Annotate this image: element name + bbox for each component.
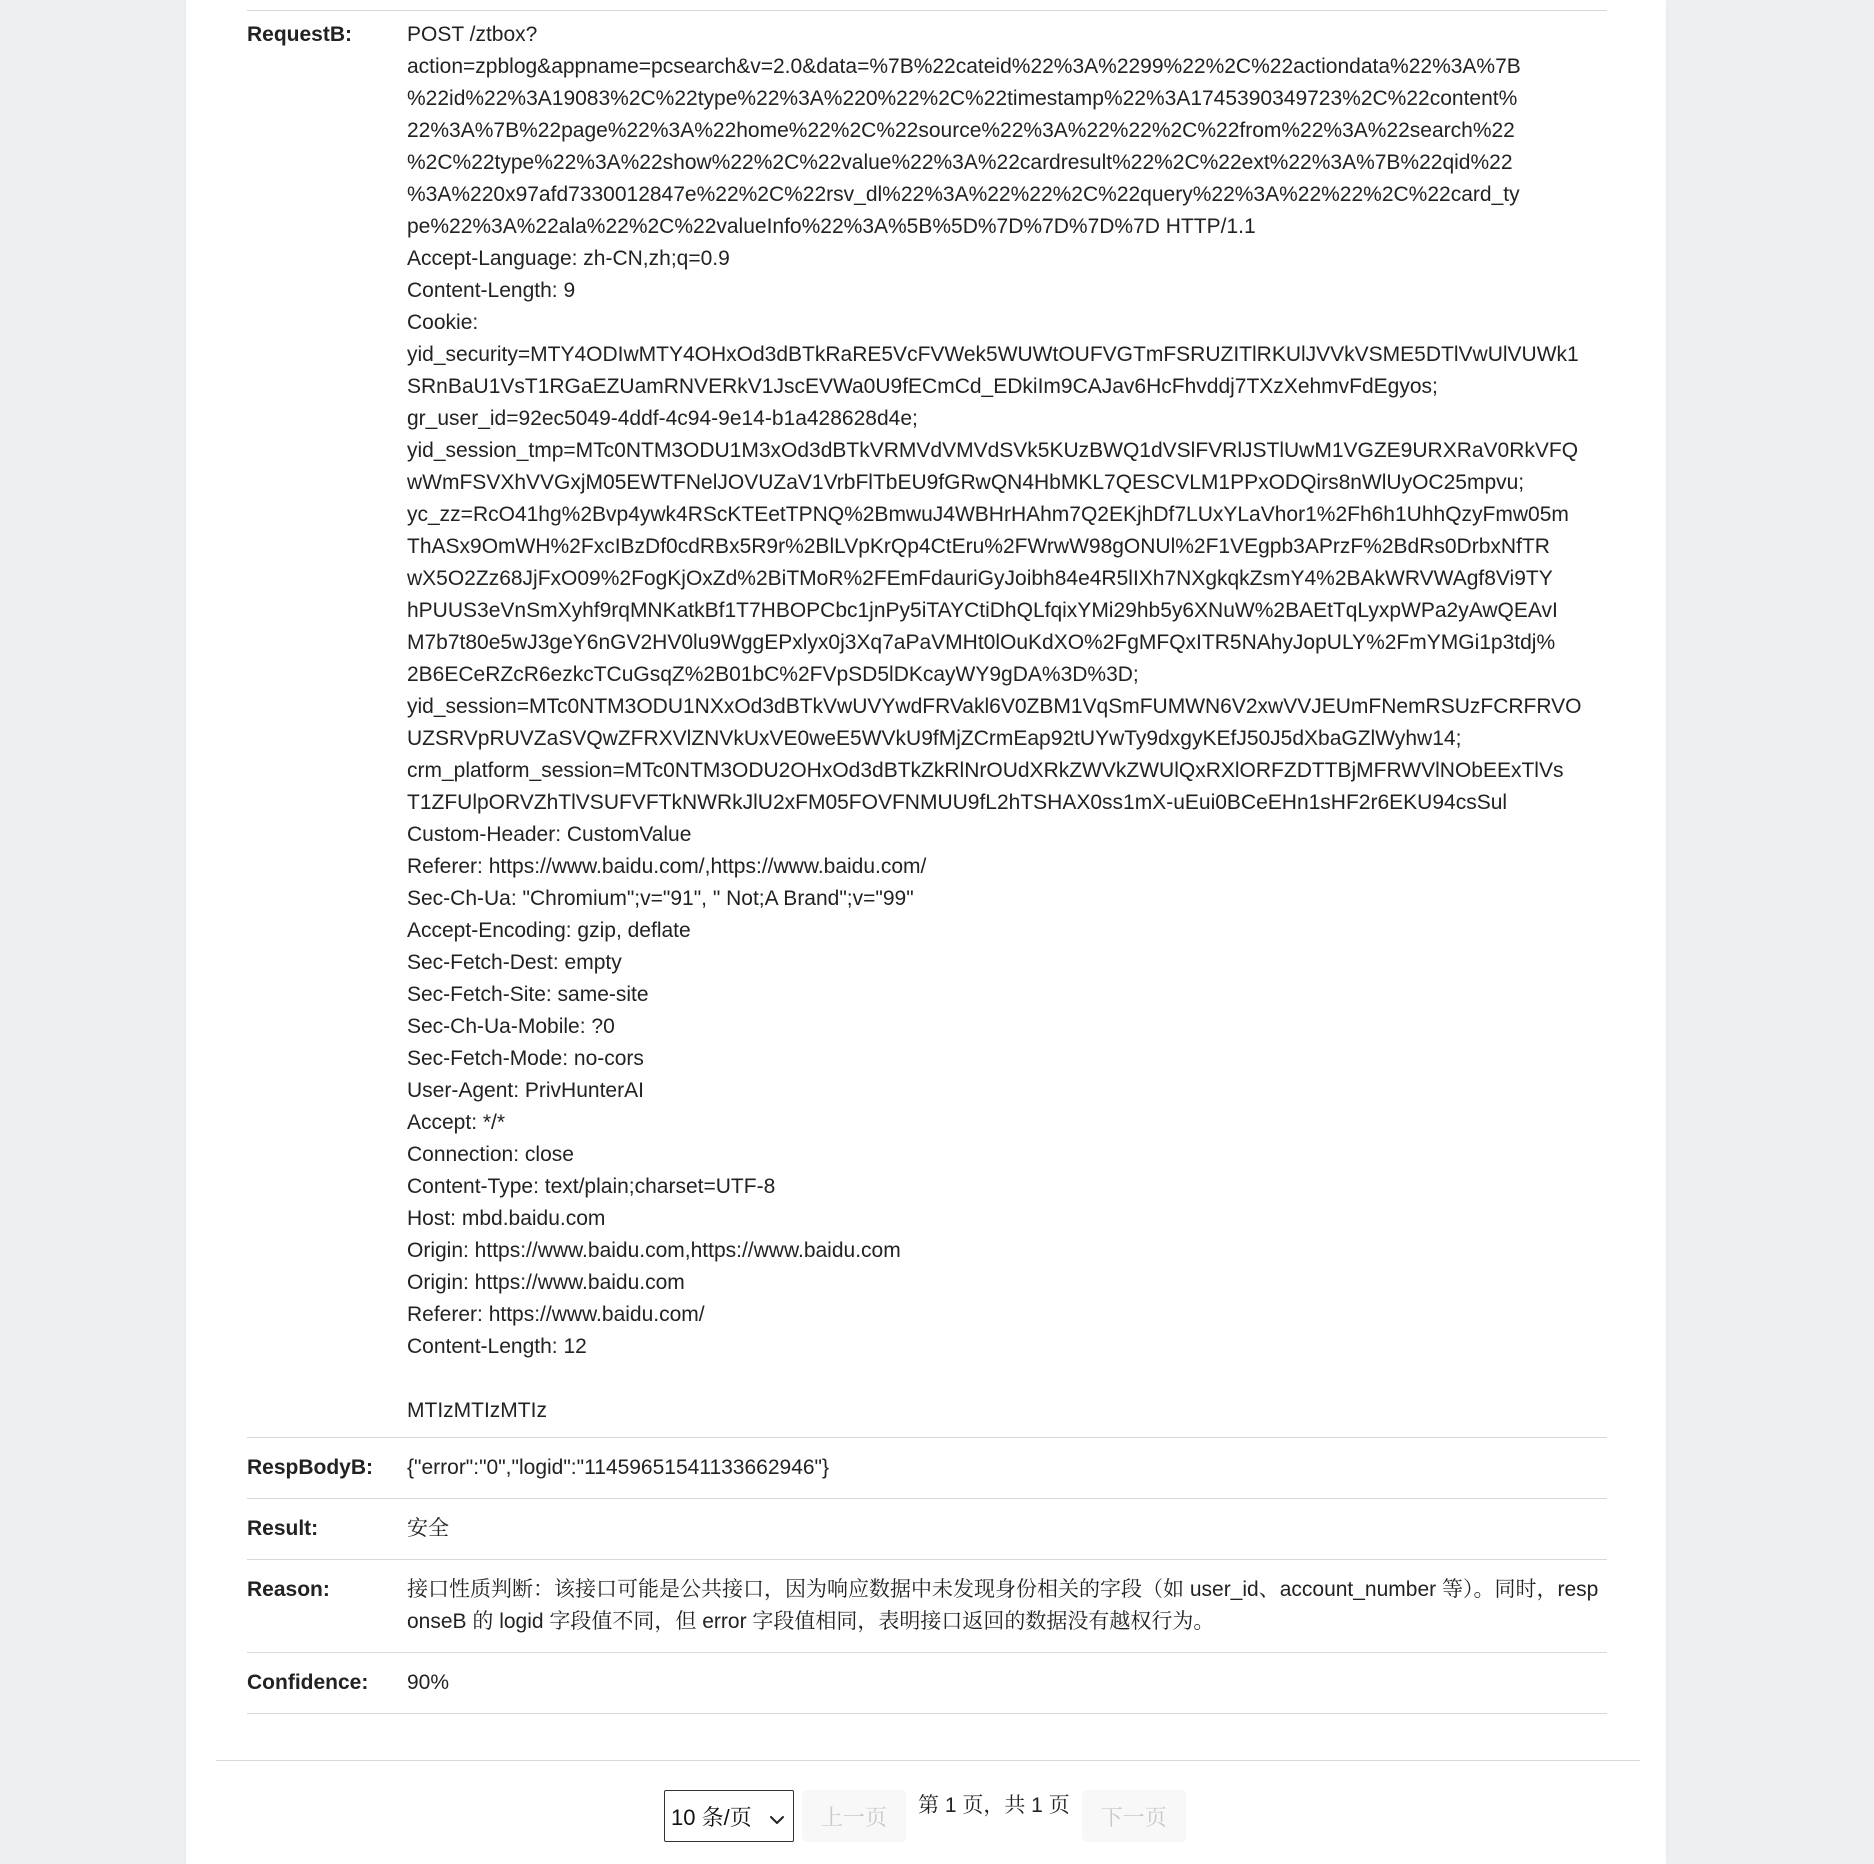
request-line: Accept-Language: zh-CN,zh;q=0.9 [407, 247, 730, 270]
request-label: RequestB: [247, 23, 353, 46]
result-row [247, 1499, 1607, 1560]
request-line: Cookie: [407, 311, 479, 334]
detail-table [247, 0, 1607, 1714]
page-size-select[interactable] [664, 1790, 794, 1842]
result-label: Result: [247, 1517, 319, 1540]
request-line: Accept-Encoding: gzip, deflate [407, 919, 691, 942]
reason-row [247, 1560, 1607, 1653]
request-line: Host: mbd.baidu.com [407, 1207, 606, 1230]
request-line: ThASx9OmWH%2FxcIBzDf0cdRBx5R9r%2BlLVpKrQp4CtEru%2FWrwW98gONUl%2F1VEgpb3APrzF%2BdRs0DrbxNfTR [407, 535, 1550, 558]
request-line: UZSRVpRUVZaSVQwZFRXVlZNVkUxVE0weE5WVkU9fMjZCrmEap92tUYwTy9dxgyKEfJ50J5dXbaGZlWyhw14; [407, 727, 1462, 750]
request-line: Sec-Fetch-Mode: no-cors [407, 1047, 644, 1070]
request-line: Content-Length: 9 [407, 279, 576, 302]
resp-body-row [247, 1438, 1607, 1499]
request-line: SRnBaU1VsT1RGaEZUamRNVERkV1JscEVWa0U9fECmCd_EDkiIm9CAJav6HcFhvddj7TXzXehmvFdEgyos; [407, 375, 1438, 398]
resp-body-value: {"error":"0","logid":"11459651541133662946"} [407, 1456, 830, 1479]
request-line: Content-Type: text/plain;charset=UTF-8 [407, 1175, 776, 1198]
detail-card [186, 0, 1666, 1864]
confidence-row [247, 1653, 1607, 1714]
request-line: Custom-Header: CustomValue [407, 823, 692, 846]
request-line [407, 1363, 1607, 1395]
confidence-label: Confidence: [247, 1671, 369, 1694]
page-info: 第 1 页，共 1 页 [918, 1794, 1070, 1817]
confidence-value: 90% [407, 1671, 450, 1694]
request-line: Sec-Ch-Ua-Mobile: ?0 [407, 1015, 615, 1038]
request-line: yid_security=MTY4ODIwMTY4OHxOd3dBTkRaRE5VcFVWek5WUWtOUFVGTmFSRUZITlRKUlJVVkVSME5DTlVwUlVUWk1 [407, 343, 1579, 366]
request-line: wWmFSVXhVVGxjM05EWTFNelJOVUZaV1VrbFlTbEU9fGRwQN4HbMKL7QESCVLM1PPxODQirs8nWlUyOC25mpvu; [407, 471, 1525, 494]
reason-value: 接口性质判断：该接口可能是公共接口，因为响应数据中未发现身份相关的字段（如 user_id、account_number 等）。同时，responseB 的 logid 字段值不同，但 error 字段值相同，表明接口返回的数据没有越权行为。 [407, 1578, 1599, 1633]
request-line: gr_user_id=92ec5049-4ddf-4c94-9e14-b1a428628d4e; [407, 407, 918, 430]
request-line: hPUUS3eVnSmXyhf9rqMNKatkBf1T7HBOPCbc1jnPy5iTAYCtiDhQLfqixYMi29hb5y6XNuW%2BAEtTqLyxpWPa2yAwQEAvI [407, 599, 1558, 622]
request-line: M7b7t80e5wJ3geY6nGV2HV0lu9WggEPxlyx0j3Xq7aPaVMHt0lOuKdXO%2FgMFQxITR5NAhyJopULY%2FmYMGi1p3tdj% [407, 631, 1556, 654]
request-line: crm_platform_session=MTc0NTM3ODU2OHxOd3dBTkZkRlNrOUdXRkZWVkZWUlQxRXlORFZDTTBjMFRWVlNObEExTlVs [407, 759, 1564, 782]
resp-body-label: RespBodyB: [247, 1456, 374, 1479]
next-page-button[interactable]: 下一页 [1082, 1790, 1186, 1842]
request-line: Sec-Ch-Ua: "Chromium";v="91", " Not;A Brand";v="99" [407, 887, 914, 910]
request-line: Referer: https://www.baidu.com/,https://www.baidu.com/ [407, 855, 927, 878]
footer-divider [216, 1760, 1640, 1761]
reason-label: Reason: [247, 1578, 330, 1601]
pagination [664, 1790, 1186, 1842]
request-line: Origin: https://www.baidu.com [407, 1271, 685, 1294]
request-line: Sec-Fetch-Site: same-site [407, 983, 649, 1006]
request-line: POST /ztbox? [407, 23, 538, 46]
request-line: yc_zz=RcO41hg%2Bvp4ywk4RScKTEetTPNQ%2BmwuJ4WBHrHAhm7Q2EKjhDf7LUxYLaVhor1%2Fh6h1UhhQzyFmw05m [407, 503, 1569, 526]
request-line: Sec-Fetch-Dest: empty [407, 951, 622, 974]
request-content [407, 19, 1607, 1427]
request-line: Referer: https://www.baidu.com/ [407, 1303, 705, 1326]
request-line: Content-Length: 12 [407, 1335, 587, 1358]
prev-page-button[interactable]: 上一页 [802, 1790, 906, 1842]
request-line: %3A%220x97afd7330012847e%22%2C%22rsv_dl%22%3A%22%22%2C%22query%22%3A%22%22%2C%22card_ty [407, 183, 1520, 206]
result-value: 安全 [407, 1517, 449, 1540]
request-line: yid_session=MTc0NTM3ODU1NXxOd3dBTkVwUVYwdFRVakl6V0ZBM1VqSmFUMWN6V2xwVVJEUmFNemRSUzFCRFRVO [407, 695, 1582, 718]
request-line: Connection: close [407, 1143, 574, 1166]
request-row [247, 11, 1607, 1438]
request-line: yid_session_tmp=MTc0NTM3ODU1M3xOd3dBTkVRMVdVMVdSVk5KUzBWQ1dVSlFVRlJSTlUwM1VGZE9URXRaV0RkVFQ [407, 439, 1579, 462]
request-line: User-Agent: PrivHunterAI [407, 1079, 644, 1102]
request-line: 2B6ECeRZcR6ezkcTCuGsqZ%2B01bC%2FVpSD5lDKcayWY9gDA%3D%3D; [407, 663, 1139, 686]
request-line: MTIzMTIzMTIz [407, 1399, 547, 1422]
request-line: 22%3A%7B%22page%22%3A%22home%22%2C%22source%22%3A%22%22%2C%22from%22%3A%22search%22 [407, 119, 1515, 142]
chevron-down-icon [769, 1808, 785, 1824]
request-line: action=zpblog&appname=pcsearch&v=2.0&data=%7B%22cateid%22%3A%2299%22%2C%22actiondata%22%3A%7B [407, 55, 1521, 78]
request-line: pe%22%3A%22ala%22%2C%22valueInfo%22%3A%5B%5D%7D%7D%7D%7D HTTP/1.1 [407, 215, 1256, 238]
request-line: Origin: https://www.baidu.com,https://www.baidu.com [407, 1239, 901, 1262]
request-line: T1ZFUlpORVZhTlVSUFVFTkNWRkJlU2xFM05FOVFNMUU9fL2hTSHAX0ss1mX-uEui0BCeEHn1sHF2r6EKU94csSul [407, 791, 1508, 814]
request-line: wX5O2Zz68JjFxO09%2FogKjOxZd%2BiTMoR%2FEmFdauriGyJoibh84e4R5lIXh7NXgkqkZsmY4%2BAkWRVWAgf8Vi9TY [407, 567, 1553, 590]
request-line: %2C%22type%22%3A%22show%22%2C%22value%22%3A%22cardresult%22%2C%22ext%22%3A%7B%22qid%22 [407, 151, 1513, 174]
page-size-value: 10 条/页 [671, 1804, 752, 1830]
request-line: %22id%22%3A19083%2C%22type%22%3A%220%22%2C%22timestamp%22%3A1745390349723%2C%22content% [407, 87, 1518, 110]
request-line: Accept: */* [407, 1111, 506, 1134]
